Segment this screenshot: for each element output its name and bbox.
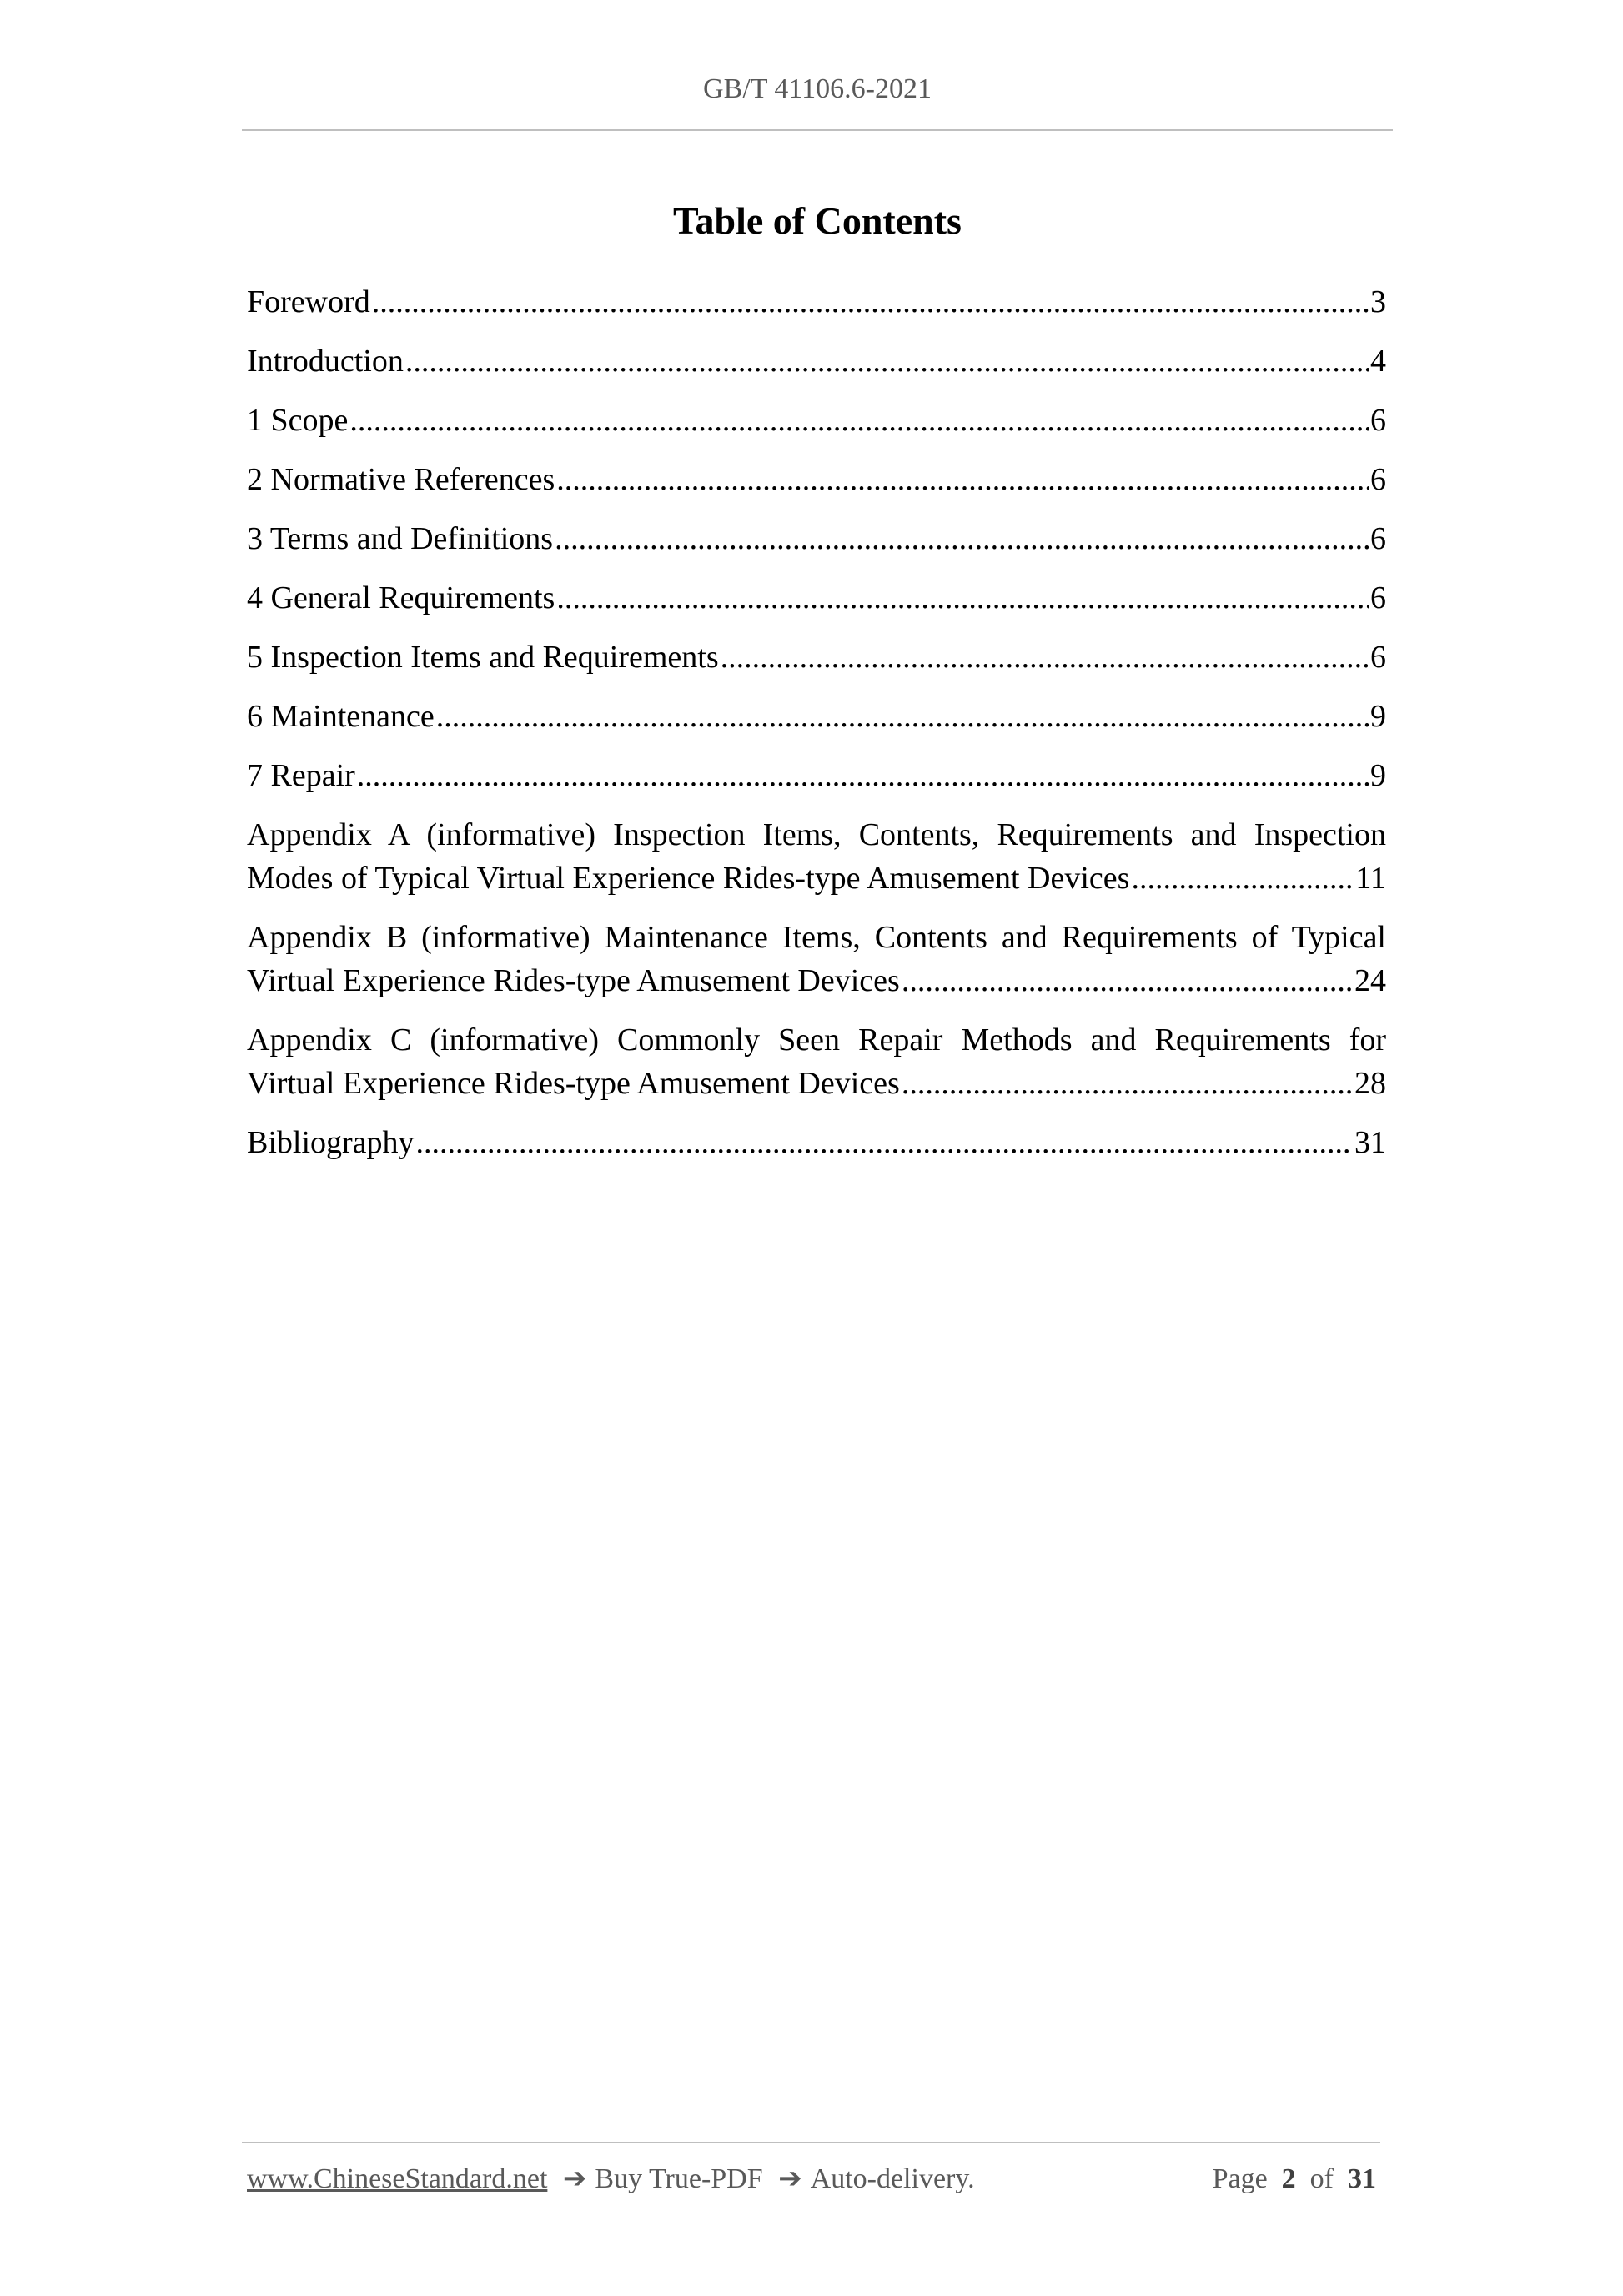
document-id-header: GB/T 41106.6-2021	[703, 73, 932, 104]
toc-entry-general-requirements[interactable]	[247, 576, 1386, 620]
toc-entry-page: 6	[1370, 580, 1386, 615]
footer-divider	[242, 2142, 1380, 2143]
dot-leader	[416, 1121, 1353, 1164]
toc-entry-label: Bibliography	[247, 1125, 415, 1160]
toc-entry-page: 9	[1370, 699, 1386, 734]
toc-entry-label: 3 Terms and Definitions	[247, 521, 554, 556]
dot-leader	[721, 636, 1369, 679]
footer-promo	[247, 2162, 975, 2195]
toc-entry-page: 4	[1370, 344, 1386, 379]
toc-entry-appendix-a[interactable]	[247, 813, 1386, 900]
dot-leader	[902, 1062, 1353, 1105]
dot-leader	[372, 280, 1369, 324]
toc-entry-foreword[interactable]	[247, 280, 1386, 324]
dot-leader	[555, 517, 1369, 560]
arrow-right-icon: ➔	[562, 2163, 587, 2194]
buy-text: Buy True-PDF	[595, 2163, 763, 2194]
toc-entry-page: 6	[1370, 640, 1386, 675]
toc-entry-page: 9	[1370, 758, 1386, 793]
toc-entry-page: 31	[1354, 1125, 1386, 1160]
toc-entry-page: 6	[1370, 403, 1386, 438]
toc-entry-page: 6	[1370, 462, 1386, 497]
toc-entry-bibliography[interactable]	[247, 1121, 1386, 1164]
toc-entry-page: 11	[1355, 861, 1386, 896]
toc-entry-label-line1: Appendix A (informative) Inspection Items, Contents, Requirements and Inspection	[247, 817, 1386, 852]
dot-leader	[556, 576, 1369, 620]
delivery-text: Auto-delivery.	[810, 2163, 975, 2194]
toc-entry-label: 7 Repair	[247, 758, 355, 793]
toc-entry-introduction[interactable]	[247, 339, 1386, 383]
dot-leader	[556, 458, 1369, 501]
page-word: Page	[1212, 2163, 1268, 2194]
of-word: of	[1309, 2163, 1334, 2194]
toc-entry-label-line1: Appendix C (informative) Commonly Seen Repair Methods and Requirements for	[247, 1022, 1386, 1058]
toc-entry-label-line2: Virtual Experience Rides-type Amusement Devices	[247, 1066, 900, 1101]
toc-entry-normative-references[interactable]	[247, 458, 1386, 501]
toc-entry-label: 4 General Requirements	[247, 580, 555, 615]
current-page-number: 2	[1281, 2163, 1296, 2194]
dot-leader	[357, 754, 1369, 797]
toc-title: Table of Contents	[673, 199, 962, 242]
dot-leader	[436, 695, 1369, 738]
toc-entry-page: 3	[1370, 284, 1386, 319]
total-page-number: 31	[1348, 2163, 1376, 2194]
toc-entry-appendix-c[interactable]	[247, 1018, 1386, 1105]
toc-entry-inspection-items[interactable]	[247, 636, 1386, 679]
toc-entry-scope[interactable]	[247, 399, 1386, 442]
dot-leader	[1131, 857, 1354, 900]
toc-entry-terms-definitions[interactable]	[247, 517, 1386, 560]
dot-leader	[405, 339, 1369, 383]
toc-entry-repair[interactable]	[247, 754, 1386, 797]
toc-entry-label: Introduction	[247, 344, 404, 379]
toc-entry-label-line1: Appendix B (informative) Maintenance Items, Contents and Requirements of Typical	[247, 920, 1386, 955]
toc-entry-page: 28	[1354, 1066, 1386, 1101]
toc-entry-page: 6	[1370, 521, 1386, 556]
toc-entry-label: 6 Maintenance	[247, 699, 435, 734]
toc-entry-label: Foreword	[247, 284, 370, 319]
arrow-right-icon: ➔	[778, 2163, 802, 2194]
toc-entry-maintenance[interactable]	[247, 695, 1386, 738]
toc-entry-label-line2: Modes of Typical Virtual Experience Rides-type Amusement Devices	[247, 861, 1130, 896]
header-divider	[242, 129, 1393, 131]
toc-entry-appendix-b[interactable]	[247, 916, 1386, 1002]
page-indicator	[1213, 2163, 1376, 2195]
page-footer	[247, 2162, 1376, 2195]
toc-entry-label: 2 Normative References	[247, 462, 555, 497]
toc-entry-label: 5 Inspection Items and Requirements	[247, 640, 719, 675]
table-of-contents	[247, 280, 1386, 1180]
dot-leader	[349, 399, 1369, 442]
dot-leader	[902, 959, 1353, 1002]
website-link[interactable]: www.ChineseStandard.net	[247, 2163, 548, 2194]
toc-entry-page: 24	[1354, 963, 1386, 998]
toc-entry-label: 1 Scope	[247, 403, 349, 438]
toc-entry-label-line2: Virtual Experience Rides-type Amusement Devices	[247, 963, 900, 998]
